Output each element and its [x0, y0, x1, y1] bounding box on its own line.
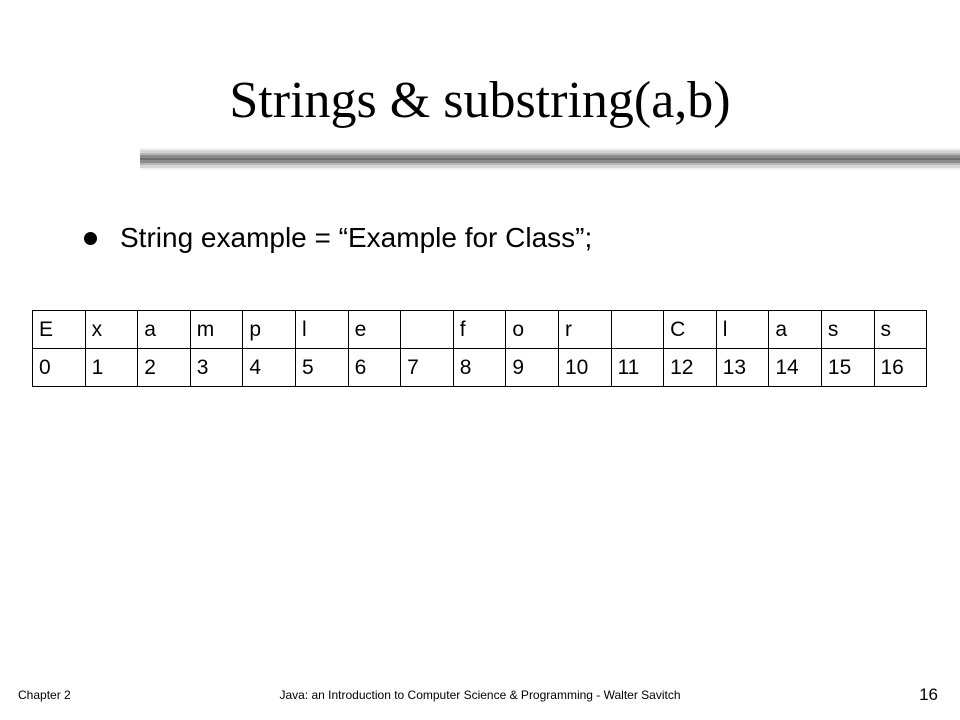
- characters-row: [33, 311, 927, 349]
- index-cell: 11: [611, 349, 664, 387]
- bullet-dot-icon: [84, 232, 97, 245]
- index-cell: 5: [295, 349, 348, 387]
- character-cell: E: [33, 311, 86, 349]
- index-cell: 6: [348, 349, 401, 387]
- character-cell: l: [716, 311, 769, 349]
- character-cell: o: [506, 311, 559, 349]
- character-cell: [611, 311, 664, 349]
- index-cell: 3: [190, 349, 243, 387]
- title-divider: [140, 148, 960, 170]
- bullet-item: [84, 216, 592, 260]
- index-cell: 15: [821, 349, 874, 387]
- index-cell: 13: [716, 349, 769, 387]
- index-cell: 9: [506, 349, 559, 387]
- index-cell: 14: [769, 349, 822, 387]
- character-cell: x: [85, 311, 138, 349]
- index-cell: 12: [664, 349, 717, 387]
- character-cell: s: [821, 311, 874, 349]
- index-cell: 10: [558, 349, 611, 387]
- character-cell: [401, 311, 454, 349]
- index-cell: 4: [243, 349, 296, 387]
- character-cell: a: [769, 311, 822, 349]
- character-cell: a: [138, 311, 191, 349]
- character-cell: C: [664, 311, 717, 349]
- bullet-text: String example = “Example for Class”;: [120, 222, 593, 253]
- slide-title: Strings & substring(a,b): [229, 72, 731, 129]
- character-cell: p: [243, 311, 296, 349]
- divider-band: [140, 168, 960, 171]
- index-cell: 0: [33, 349, 86, 387]
- string-index-table: [32, 310, 927, 387]
- character-cell: e: [348, 311, 401, 349]
- index-cell: 8: [453, 349, 506, 387]
- page-number: 16: [919, 685, 938, 704]
- character-cell: s: [874, 311, 927, 349]
- footer-book-title: Java: an Introduction to Computer Science & Programming - Walter Savitch: [279, 688, 681, 702]
- character-cell: f: [453, 311, 506, 349]
- index-cell: 2: [138, 349, 191, 387]
- character-cell: m: [190, 311, 243, 349]
- character-cell: l: [295, 311, 348, 349]
- character-cell: r: [558, 311, 611, 349]
- index-cell: 16: [874, 349, 927, 387]
- index-cell: 1: [85, 349, 138, 387]
- index-cell: 7: [401, 349, 454, 387]
- footer-chapter: Chapter 2: [18, 688, 71, 702]
- indices-row: [33, 349, 927, 387]
